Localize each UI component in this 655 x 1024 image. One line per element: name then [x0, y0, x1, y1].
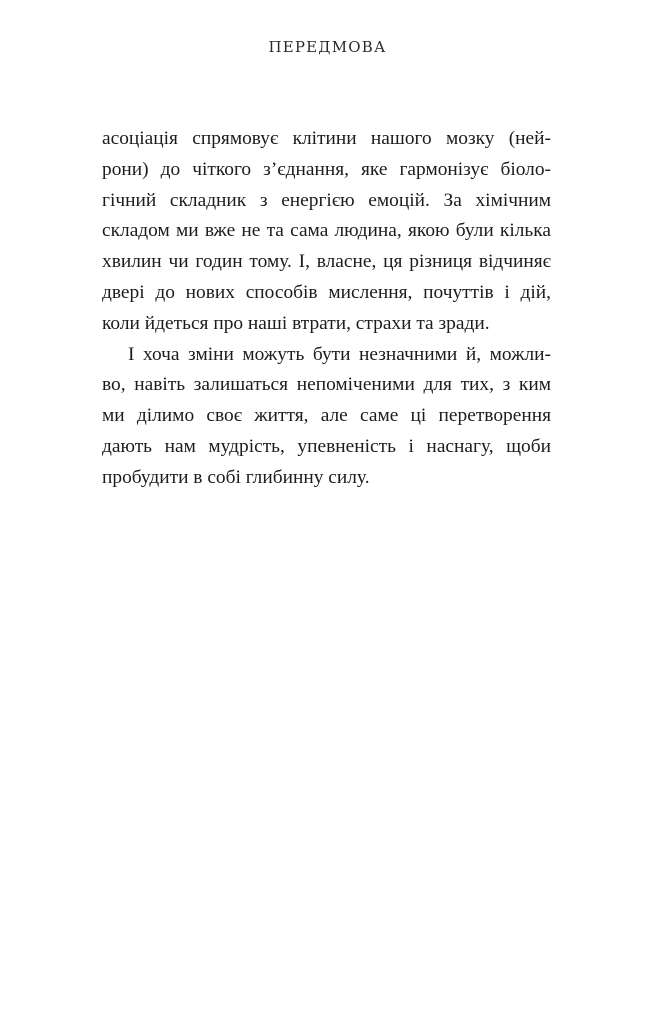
running-head: ПЕРЕДМОВА — [268, 38, 387, 56]
body-text — [102, 124, 551, 494]
text-line: коли йдеться про наші втрати, страхи та зради. — [102, 312, 490, 334]
text-line: рони) до чіткого з’єднання, яке гармонізує біоло- — [102, 158, 551, 180]
paragraph-1 — [102, 124, 551, 340]
text-line: ми ділимо своє життя, але саме ці перетворення — [102, 405, 551, 427]
text-line: двері до нових способів мислення, почуттів і дій, — [102, 281, 551, 303]
text-line: асоціація спрямовує клітини нашого мозку (ней- — [102, 128, 551, 149]
text-line: пробудити в собі глибинну силу. — [102, 466, 370, 488]
text-line: хвилин чи годин тому. І, власне, ця різниця відчиняє — [102, 251, 551, 273]
text-line: дають нам мудрість, упевненість і наснагу, щоби — [102, 435, 551, 457]
text-line: І хоча зміни можуть бути незначними й, можли- — [128, 343, 551, 365]
text-line: гічний складник з енергією емоцій. За хімічним — [102, 189, 551, 211]
text-line: во, навіть залишаться непоміченими для тих, з ким — [102, 374, 551, 396]
text-line: складом ми вже не та сама людина, якою були кілька — [102, 220, 551, 242]
paragraph-2 — [102, 340, 551, 494]
